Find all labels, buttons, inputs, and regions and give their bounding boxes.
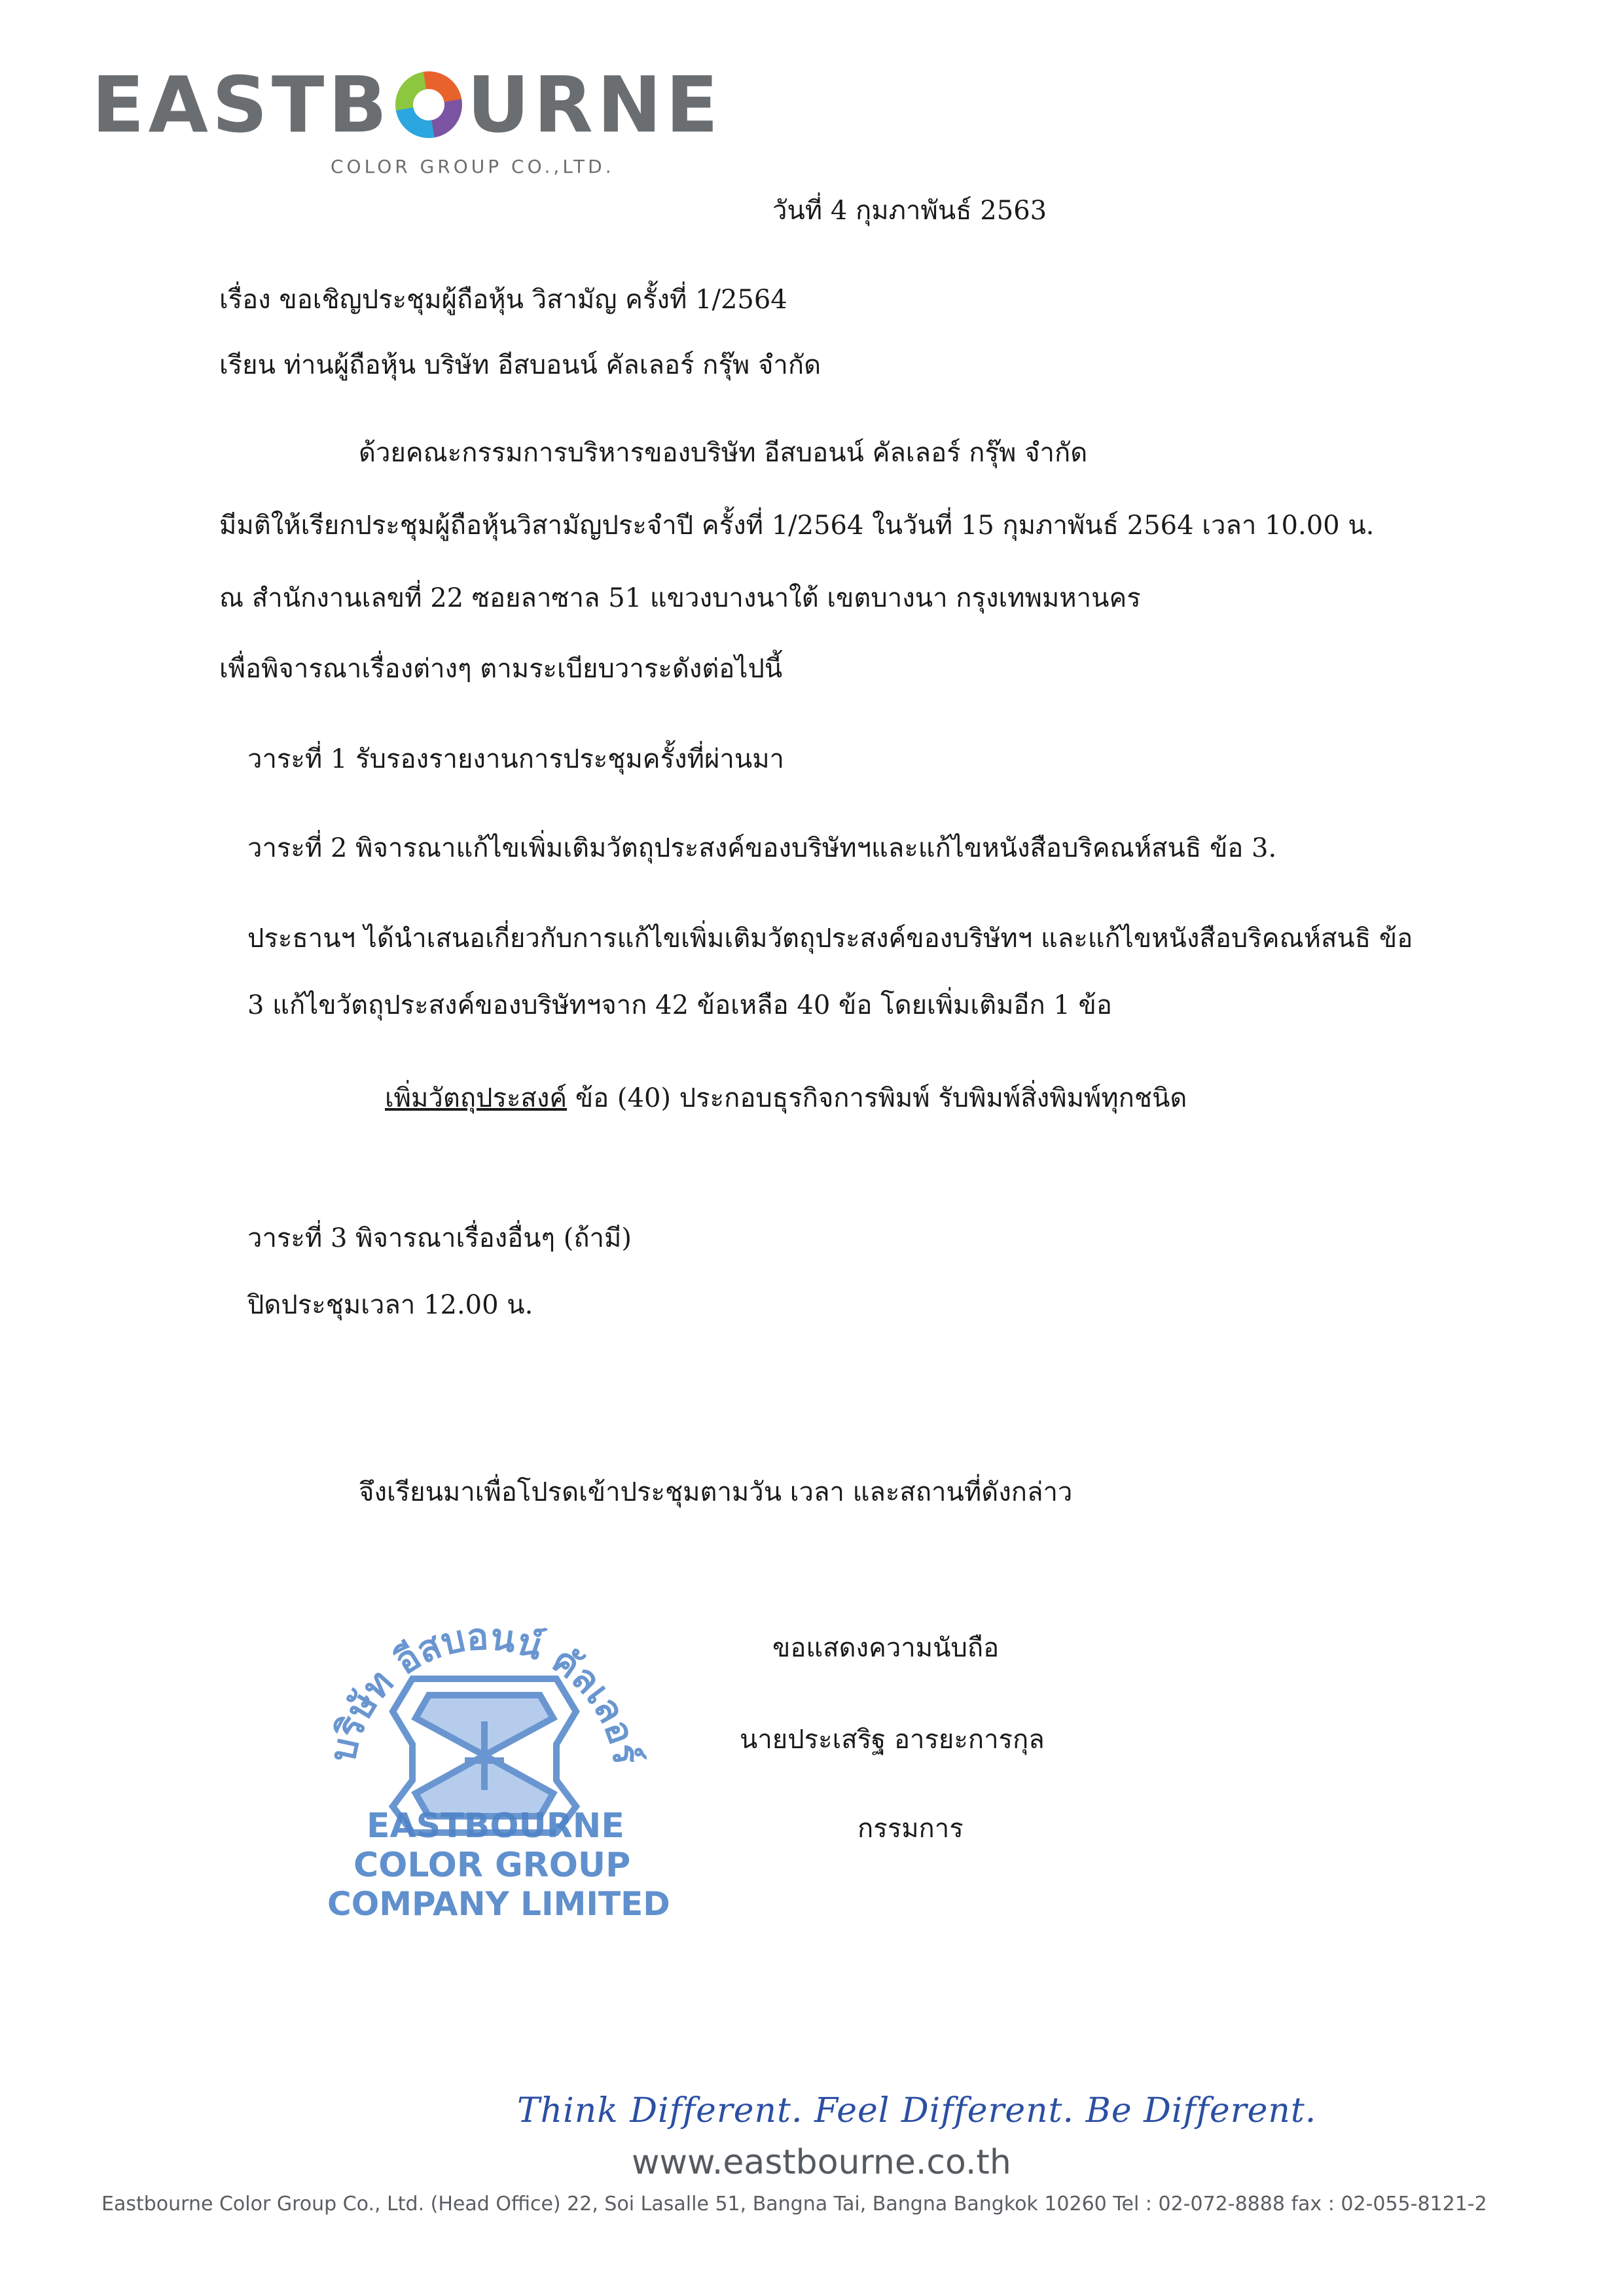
letter-date: วันที่ 4 กุมภาพันธ์ 2563 [772, 196, 1047, 226]
stamp-line-2: COLOR GROUP [353, 1846, 631, 1885]
logo-word-left: EASTB [92, 60, 391, 150]
logo-word-right: URNE [467, 60, 723, 150]
added-objective-label: เพิ่มวัตถุประสงค์ [385, 1083, 568, 1113]
footer-slogan: Think Different. Feel Different. Be Different. [517, 2091, 1317, 2130]
company-logo [92, 59, 723, 183]
logo-wordmark [92, 59, 722, 151]
logo-ring-icon [395, 71, 463, 139]
signoff: ขอแสดงความนับถือ [772, 1633, 1000, 1663]
stamp-arc-text: บริษัท อีสบอนน์ คัลเลอร์ [321, 1615, 648, 1768]
agenda-item-3: วาระที่ 3 พิจารณาเรื่องอื่นๆ (ถ้ามี) [247, 1223, 632, 1253]
added-objective [385, 1081, 1187, 1115]
agenda-item-2: วาระที่ 2 พิจารณาแก้ไขเพิ่มเติมวัตถุประสงค์ของบริษัทฯและแก้ไขหนังสือบริคณห์สนธิ ข้อ 3. [247, 833, 1277, 863]
agenda-item-1: วาระที่ 1 รับรองรายงานการประชุมครั้งที่ผ่านมา [247, 744, 785, 774]
body-line-3: ณ สำนักงานเลขที่ 22 ซอยลาซาล 51 แขวงบางนาใต้ เขตบางนา กรุงเทพมหานคร [219, 583, 1141, 613]
agenda-item-2-detail-1: ประธานฯ ได้นำเสนอเกี่ยวกับการแก้ไขเพิ่มเติมวัตถุประสงค์ของบริษัทฯ และแก้ไขหนังสือบริคณห์สนธิ ข้อ [247, 924, 1413, 954]
invitation-line: จึงเรียนมาเพื่อโปรดเข้าประชุมตามวัน เวลา และสถานที่ดังกล่าว [359, 1477, 1073, 1507]
signer-name: นายประเสริฐ อารยะการกุล [740, 1725, 1045, 1755]
signer-title: กรรมการ [857, 1814, 964, 1844]
footer-address: Eastbourne Color Group Co., Ltd. (Head Office) 22, Soi Lasalle 51, Bangna Tai, Bangna Bangkok 10260 Tel : 02-072-8888 fax : 02-055-8121-2 [101, 2193, 1487, 2215]
agenda-item-2-detail-2: 3 แก้ไขวัตถุประสงค์ของบริษัทฯจาก 42 ข้อเหลือ 40 ข้อ โดยเพิ่มเติมอีก 1 ข้อ [247, 990, 1112, 1020]
stamp-line-3: COMPANY LIMITED [327, 1885, 670, 1923]
letter-subject: เรื่อง ขอเชิญประชุมผู้ถือหุ้น วิสามัญ ครั้งที่ 1/2564 [219, 285, 787, 315]
body-line-1: ด้วยคณะกรรมการบริหารของบริษัท อีสบอนน์ คัลเลอร์ กรุ๊พ จำกัด [359, 438, 1088, 468]
company-stamp [314, 1564, 670, 1931]
stamp-line-1: EASTBOURNE [367, 1806, 624, 1846]
letter-recipient: เรียน ท่านผู้ถือหุ้น บริษัท อีสบอนน์ คัลเลอร์ กรุ๊พ จำกัด [219, 350, 821, 380]
closing-time: ปิดประชุมเวลา 12.00 น. [247, 1290, 533, 1320]
body-line-4: เพื่อพิจารณาเรื่องต่างๆ ตามระเบียบวาระดังต่อไปนี้ [219, 654, 783, 684]
body-line-2: มีมติให้เรียกประชุมผู้ถือหุ้นวิสามัญประจำปี ครั้งที่ 1/2564 ในวันที่ 15 กุมภาพันธ์ 2564 เวลา 10.00 น. [219, 511, 1375, 541]
added-objective-text: ข้อ (40) ประกอบธุรกิจการพิมพ์ รับพิมพ์สิ่งพิมพ์ทุกชนิด [567, 1083, 1187, 1113]
footer-website: www.eastbourne.co.th [632, 2143, 1011, 2182]
logo-subtitle: COLOR GROUP CO.,LTD. [331, 156, 615, 177]
